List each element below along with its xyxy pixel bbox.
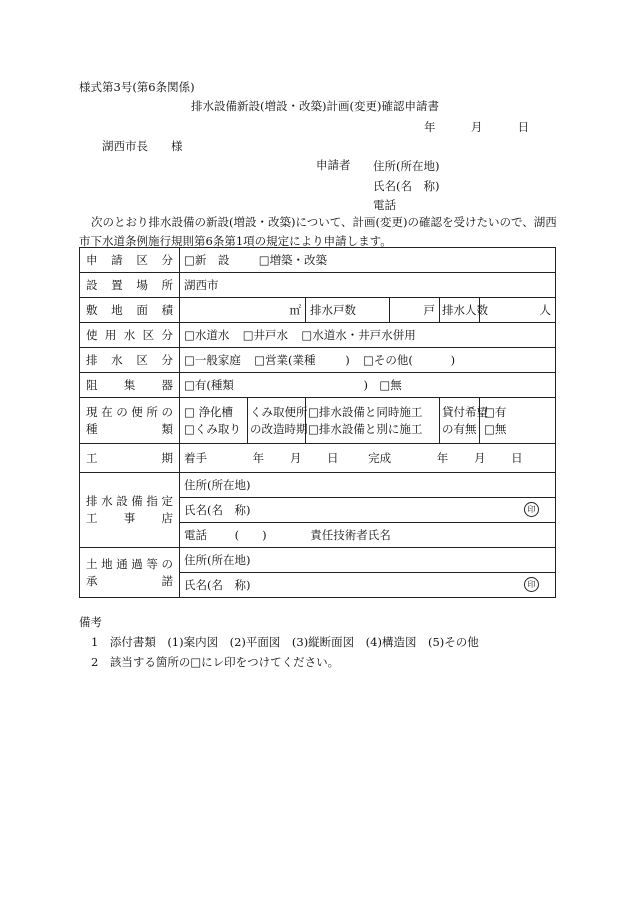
intro-text: 次のとおり排水設備の新設(増設・改築)について、計画(変更)の確認を受けたいので、湖西市下水道条例施行規則第6条第1項の規定により申請します。 <box>79 215 557 248</box>
applicant-label: 申請者 <box>316 158 351 172</box>
seal-icon: 印 <box>524 577 539 592</box>
loan-label: 貸付希望 の有無 <box>440 398 480 444</box>
row-contractor-address <box>80 473 556 498</box>
toilet-type-options: □ 浄化槽 □ くみ取り <box>180 398 248 444</box>
checkbox-business[interactable] <box>254 353 265 367</box>
checkbox-interceptor-no[interactable] <box>379 378 390 392</box>
checkbox-loan-yes[interactable] <box>484 405 495 419</box>
application-type-options: □ 新 設 □ 増築・改築 <box>180 248 556 273</box>
row-land-address <box>80 548 556 573</box>
checkbox-other[interactable] <box>363 353 374 367</box>
label-interceptor: 阻集器 <box>80 373 180 398</box>
checkbox-same-time[interactable] <box>308 405 319 419</box>
land-address[interactable]: 住所(所在地) <box>180 548 556 573</box>
drainage-type-options: □ 一般家庭 □ 営業(業種 ) □ その他( ) <box>180 348 556 373</box>
label-drainage-type: 排水区分 <box>80 348 180 373</box>
location-value[interactable]: 湖西市 <box>180 273 556 298</box>
checkbox-interceptor-yes[interactable] <box>184 378 195 392</box>
checkbox-tap-water[interactable] <box>184 328 195 342</box>
checkbox-new[interactable] <box>184 253 195 267</box>
label-location: 設置場所 <box>80 273 180 298</box>
contractor-address[interactable]: 住所(所在地) <box>180 473 556 498</box>
checkbox-separate[interactable] <box>308 422 319 436</box>
notes-item-2: 2 該当する箇所の□にレ印をつけてください。 <box>91 655 340 669</box>
row-application-type <box>80 248 556 273</box>
households-label: 排水戸数 <box>306 298 390 323</box>
label-site-area: 敷地面積 <box>80 298 180 323</box>
row-interceptor <box>80 373 556 398</box>
conversion-options: □ 排水設備と同時施工 □ 排水設備と別に施工 <box>306 398 440 444</box>
label-land-consent: 土地通過等の 承諾 <box>80 548 180 598</box>
conversion-label: くみ取便所 の改造時期 <box>248 398 306 444</box>
applicant-block <box>373 157 439 216</box>
checkbox-household[interactable] <box>184 353 195 367</box>
households-unit[interactable]: 戸 <box>390 298 440 323</box>
addressee: 湖西市長 様 <box>102 139 183 153</box>
loan-options: □ 有 □ 無 <box>480 398 556 444</box>
label-period: 工期 <box>80 444 180 473</box>
row-water-use <box>80 323 556 348</box>
seal-icon: 印 <box>524 502 539 517</box>
form-number: 様式第3号(第6条関係) <box>79 80 195 94</box>
water-use-options: □ 水道水 □ 井戸水 □ 水道水・井戸水併用 <box>180 323 556 348</box>
contractor-phone[interactable]: 電話 ( ) 責任技術者氏名 <box>180 523 556 548</box>
document-title: 排水設備新設(増設・改築)計画(変更)確認申請書 <box>191 99 439 113</box>
applicant-address: 住所(所在地) <box>373 159 440 173</box>
notes <box>79 612 479 672</box>
checkbox-septic[interactable] <box>184 405 195 419</box>
persons-unit[interactable]: 人 <box>480 298 556 323</box>
period-values[interactable]: 着手 年 月 日 完成 年 月 日 <box>180 444 556 473</box>
date-line <box>424 119 529 135</box>
notes-heading: 備考 <box>79 615 102 629</box>
date-year: 年 <box>424 120 436 134</box>
date-day: 日 <box>517 120 530 134</box>
notes-item-1: 1 添付書類 (1)案内図 (2)平面図 (3)縦断面図 (4)構造図 (5)その他 <box>91 635 479 649</box>
row-toilet <box>80 398 556 444</box>
persons-label: 排水人数 <box>440 298 480 323</box>
row-drainage-type <box>80 348 556 373</box>
contractor-name[interactable]: 氏名(名 称) 印 <box>180 498 556 523</box>
date-month: 月 <box>470 120 483 134</box>
interceptor-options: □ 有(種類 ) □ 無 <box>180 373 556 398</box>
checkbox-extension[interactable] <box>259 253 270 267</box>
label-toilet: 現在の便所の 種類 <box>80 398 180 444</box>
site-area-unit[interactable]: ㎡ <box>180 298 306 323</box>
checkbox-pit[interactable] <box>184 422 195 436</box>
applicant-name: 氏名(名 称) <box>373 178 440 193</box>
checkbox-combined-water[interactable] <box>301 328 312 342</box>
checkbox-loan-no[interactable] <box>484 422 495 436</box>
label-contractor: 排水設備指定 工事店 <box>80 473 180 548</box>
label-application-type: 申請区分 <box>80 248 180 273</box>
row-period <box>80 444 556 473</box>
applicant-phone: 電話 <box>373 198 396 212</box>
checkbox-well-water[interactable] <box>243 328 254 342</box>
row-location <box>80 273 556 298</box>
land-name[interactable]: 氏名(名 称) 印 <box>180 573 556 598</box>
row-site-area <box>80 298 556 323</box>
label-water-use: 使用水区分 <box>80 323 180 348</box>
application-form-table <box>79 247 556 598</box>
